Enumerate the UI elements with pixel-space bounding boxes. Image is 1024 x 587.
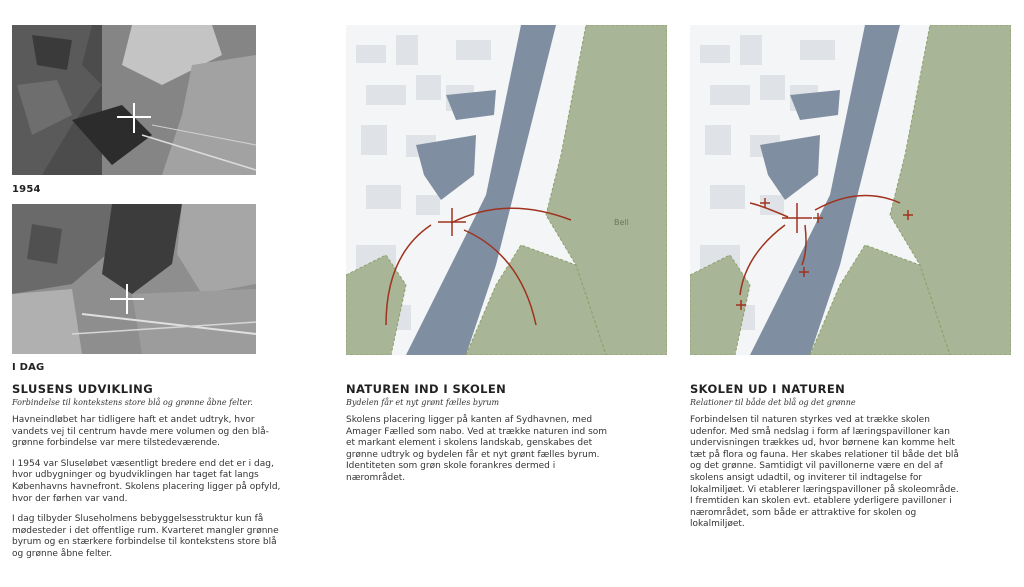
text-column-naturen-ind [346,382,616,494]
section-subtitle: Forbindelse til kontekstens store blå og grønne åbne felter. [12,398,253,407]
diagram-map-naturen-ind [346,25,667,355]
map-label-bell: Bell [614,218,629,227]
section-subtitle: Bydelen får et nyt grønt fælles byrum [346,398,500,407]
section-title: NATUREN IND I SKOLEN [346,382,507,396]
section-title: SLUSENS UDVIKLING [12,382,154,396]
text-column-skolen-ud [690,382,960,540]
paragraph: Havneindløbet har tidligere haft et andet udtryk, hvor vandets vej til centrum havde mere volumen og den blå-grønne forbindelse var mere tilstedeværende. [12,415,269,449]
aerial-photo-1954 [12,25,256,175]
text-column-slusens-udvikling [12,382,282,570]
caption-today: I DAG [12,362,45,373]
caption-1954: 1954 [12,184,41,195]
paragraph: I 1954 var Sluseløbet væsentligt bredere end det er i dag, hvor udbygninger og byudviklingen har taget fat langs Københavns havnefront. Skolens placering ligger på opfyld, hvor der førhen var vand. [12,458,281,504]
section-subtitle: Relationer til både det blå og det grønne [690,398,856,407]
paragraph: Skolens placering ligger på kanten af Sydhavnen, med Amager Fælled som nabo. Ved at trække naturen ind som et markant element i skolens landskab, genskabes det grønne udtryk og bydelen får et nyt grønt fælles byrum. Identiteten som grøn skole forankres dermed i nærområdet. [346,415,608,483]
aerial-photo-today [12,204,256,354]
paragraph: Forbindelsen til naturen styrkes ved at trække skolen udenfor. Med små nedslag i form af læringspavilloner kan undervisningen trækkes ud, hvor børnene kan komme helt tæt på flora og fauna. Her skabes relationer til både det blå og det grønne. Samtidigt vil pavillonerne være en del af skolens ansigt udadtil, og inviterer til indtagelse for lokalmiljøet. Vi etablerer læringspavilloner på skoleområde. I fremtiden kan skolen evt. etablere yderligere pavilloner i nærområdet, som både er attraktive for skolen og lokalmiljøet. [690,415,959,530]
paragraph: I dag tilbyder Sluseholmens bebyggelsesstruktur kun få mødesteder i det offentlige rum. Kvarteret mangler grønne byrum og en stærkere forbindelse til kontekstens store blå og grønne åbne felter. [12,514,279,559]
section-title: SKOLEN UD I NATUREN [690,382,846,396]
diagram-map-skolen-ud [690,25,1011,355]
